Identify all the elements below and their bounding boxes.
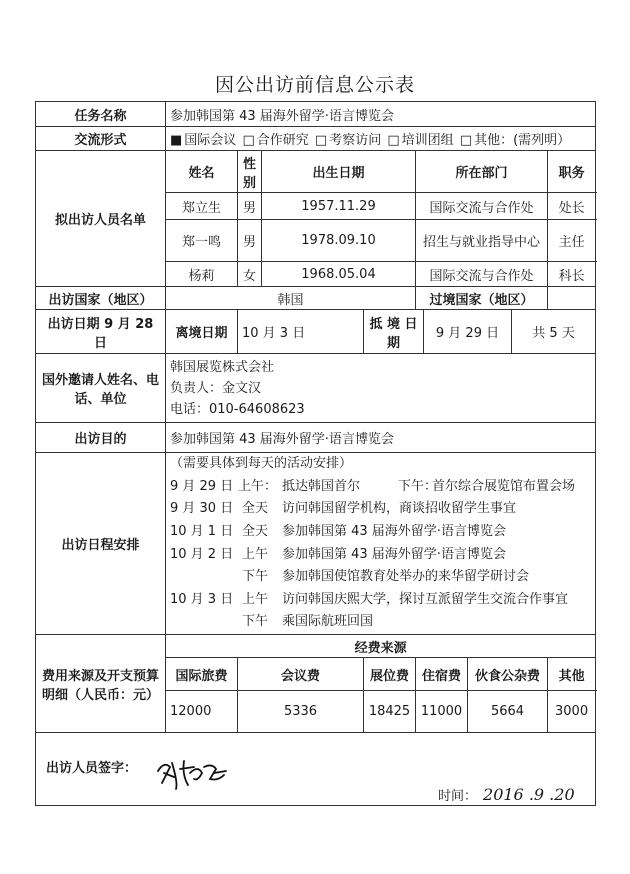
schedule-time: 全天 bbox=[242, 523, 269, 539]
exchange-row bbox=[36, 127, 596, 151]
inviter-phone: 电话：010-64608623 bbox=[170, 401, 305, 417]
date-value: 2016 .9 .20 bbox=[483, 785, 575, 804]
funding-label: 费用来源及开支预算明细（人民币：元） bbox=[36, 635, 166, 733]
task-row bbox=[36, 102, 596, 127]
schedule-time: 上午 bbox=[242, 591, 269, 607]
signature-label: 出访人员签字： bbox=[46, 761, 138, 776]
depart-label: 出访日期 9 月 28 日 bbox=[36, 310, 166, 354]
inviter-company: 韩国展览株式会社 bbox=[170, 359, 275, 375]
schedule-time: 下午 bbox=[242, 614, 269, 630]
member-birth: 1978.09.10 bbox=[262, 220, 416, 262]
date-label: 时间： bbox=[438, 789, 478, 804]
member-gender: 女 bbox=[238, 262, 262, 287]
schedule-line bbox=[170, 544, 591, 567]
schedule-activity: 首尔综合展览馆布置会场 bbox=[432, 478, 576, 494]
checkbox-icon[interactable]: □ bbox=[314, 133, 328, 148]
country-row bbox=[36, 287, 596, 310]
funding-source-row bbox=[36, 635, 596, 658]
purpose-label: 出访目的 bbox=[36, 423, 166, 453]
member-dept: 国际交流与合作处 bbox=[416, 262, 548, 287]
member-birth: 1957.11.29 bbox=[262, 193, 416, 220]
fund-value: 18425 bbox=[364, 691, 416, 733]
arrive-value: 9 月 29 日 bbox=[424, 310, 512, 354]
schedule-line bbox=[170, 589, 591, 612]
header-position: 职务 bbox=[548, 151, 596, 193]
purpose-value: 参加韩国第 43 届海外留学·语言博览会 bbox=[166, 423, 596, 453]
member-position: 处长 bbox=[548, 193, 596, 220]
transit-value bbox=[548, 287, 596, 310]
schedule-line bbox=[170, 611, 591, 634]
signature-row bbox=[36, 733, 596, 806]
exchange-option: 培训团组 bbox=[401, 133, 454, 148]
schedule-activity: 乘国际航班回国 bbox=[282, 614, 374, 630]
exchange-option: 其他：(需列明） bbox=[474, 133, 571, 148]
fund-value: 5336 bbox=[238, 691, 364, 733]
signature-cell bbox=[36, 733, 596, 806]
country-value: 韩国 bbox=[166, 287, 416, 310]
exchange-option: 合作研究 bbox=[256, 133, 309, 148]
member-gender: 男 bbox=[238, 193, 262, 220]
member-name: 郑立生 bbox=[166, 193, 238, 220]
task-label: 任务名称 bbox=[36, 102, 166, 127]
fund-value: 5664 bbox=[468, 691, 548, 733]
checkbox-icon[interactable]: □ bbox=[459, 133, 473, 148]
arrive-label: 抵 境 日期 bbox=[364, 310, 424, 354]
signature-image bbox=[154, 753, 234, 793]
schedule-time: 上午 bbox=[242, 546, 269, 562]
member-birth: 1968.05.04 bbox=[262, 262, 416, 287]
schedule-date: 10 月 2 日 bbox=[170, 546, 234, 562]
checkbox-icon[interactable]: □ bbox=[242, 133, 255, 148]
members-label: 拟出访人员名单 bbox=[36, 151, 166, 287]
member-name: 杨莉 bbox=[166, 262, 238, 287]
dates-row bbox=[36, 310, 596, 354]
schedule-activity: 抵达韩国首尔 bbox=[282, 478, 361, 494]
leave-label: 离境日期 bbox=[166, 310, 238, 354]
header-name: 姓名 bbox=[166, 151, 238, 193]
schedule-content bbox=[166, 453, 596, 635]
exchange-option: 国际会议 bbox=[184, 133, 237, 148]
schedule-row bbox=[36, 453, 596, 635]
fund-header: 会议费 bbox=[238, 658, 364, 691]
inviter-label: 国外邀请人姓名、电话、单位 bbox=[36, 354, 166, 423]
funding-source-label: 经费来源 bbox=[166, 635, 596, 658]
checkbox-icon[interactable]: □ bbox=[387, 133, 400, 148]
checkbox-icon[interactable]: ■ bbox=[170, 133, 183, 148]
signature-date bbox=[438, 785, 575, 804]
schedule-time: 下午： bbox=[398, 478, 438, 494]
schedule-date: 9 月 29 日 bbox=[170, 478, 234, 494]
exchange-option: 考察访问 bbox=[329, 133, 382, 148]
total-days: 共 5 天 bbox=[512, 310, 596, 354]
fund-header: 展位费 bbox=[364, 658, 416, 691]
schedule-date: 10 月 1 日 bbox=[170, 523, 234, 539]
fund-value: 12000 bbox=[166, 691, 238, 733]
schedule-activity: 参加韩国第 43 届海外留学·语言博览会 bbox=[282, 523, 506, 539]
schedule-line bbox=[170, 498, 591, 521]
info-table bbox=[35, 101, 596, 806]
exchange-label: 交流形式 bbox=[36, 127, 166, 151]
schedule-note: （需要具体到每天的活动安排） bbox=[170, 456, 353, 472]
task-value: 参加韩国第 43 届海外留学·语言博览会 bbox=[166, 102, 596, 127]
schedule-activity: 参加韩国第 43 届海外留学·语言博览会 bbox=[282, 546, 506, 562]
country-label: 出访国家（地区） bbox=[36, 287, 166, 310]
schedule-time: 下午 bbox=[242, 569, 269, 585]
exchange-options bbox=[166, 127, 596, 151]
header-gender: 性别 bbox=[238, 151, 262, 193]
schedule-time: 全天 bbox=[242, 501, 269, 517]
fund-header: 伙食公杂费 bbox=[468, 658, 548, 691]
fund-header: 国际旅费 bbox=[166, 658, 238, 691]
schedule-time: 上午： bbox=[238, 478, 278, 494]
schedule-date: 9 月 30 日 bbox=[170, 501, 234, 517]
page-title: 因公出访前信息公示表 bbox=[214, 74, 415, 96]
member-name: 郑一鸣 bbox=[166, 220, 238, 262]
schedule-line bbox=[170, 521, 591, 544]
inviter-info bbox=[166, 354, 596, 423]
transit-label: 过境国家（地区） bbox=[416, 287, 548, 310]
fund-value: 3000 bbox=[548, 691, 596, 733]
schedule-line bbox=[170, 566, 591, 589]
schedule-activity: 访问韩国庆熙大学，探讨互派留学生交流合作事宜 bbox=[282, 591, 569, 607]
members-header-row bbox=[36, 151, 596, 193]
schedule-activity: 访问韩国留学机构，商谈招收留学生事宜 bbox=[282, 501, 517, 517]
schedule-date: 10 月 3 日 bbox=[170, 591, 234, 607]
member-gender: 男 bbox=[238, 220, 262, 262]
fund-header: 其他 bbox=[548, 658, 596, 691]
schedule-line bbox=[170, 476, 591, 499]
header-dept: 所在部门 bbox=[416, 151, 548, 193]
header-birth: 出生日期 bbox=[262, 151, 416, 193]
schedule-label: 出访日程安排 bbox=[36, 453, 166, 635]
fund-header: 住宿费 bbox=[416, 658, 468, 691]
inviter-contact: 负责人：金文汉 bbox=[170, 380, 262, 396]
member-dept: 招生与就业指导中心 bbox=[416, 220, 548, 262]
schedule-activity: 参加韩国使馆教育处举办的来华留学研讨会 bbox=[282, 569, 530, 585]
member-position: 主任 bbox=[548, 220, 596, 262]
member-position: 科长 bbox=[548, 262, 596, 287]
leave-value: 10 月 3 日 bbox=[238, 310, 364, 354]
member-dept: 国际交流与合作处 bbox=[416, 193, 548, 220]
purpose-row bbox=[36, 423, 596, 453]
inviter-row bbox=[36, 354, 596, 423]
fund-value: 11000 bbox=[416, 691, 468, 733]
